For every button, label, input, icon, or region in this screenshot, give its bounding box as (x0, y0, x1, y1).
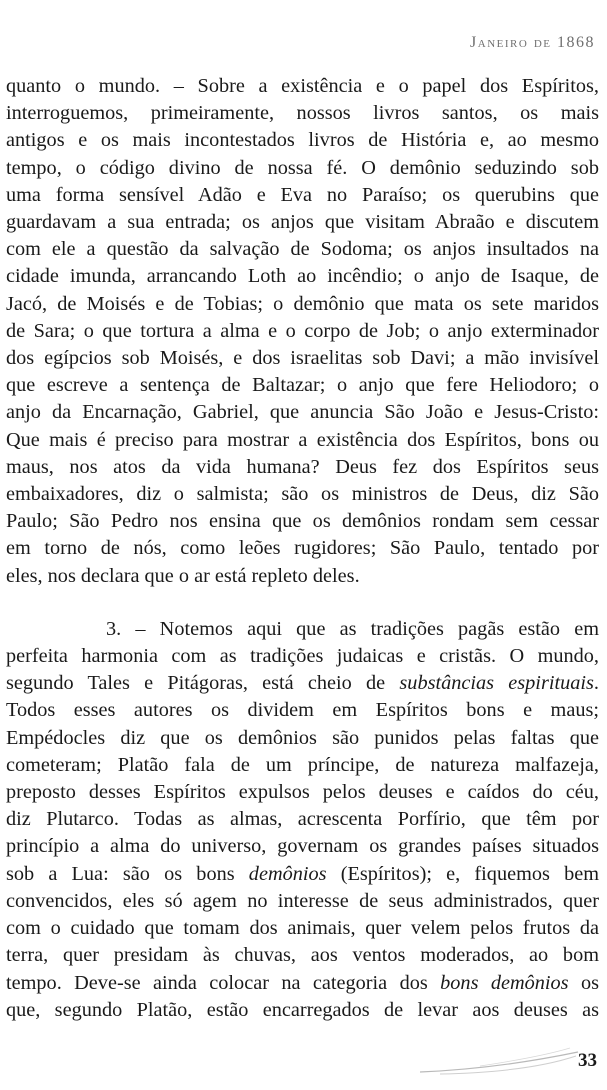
paragraph-line: Empédocles diz que os demônios são punidos pelas faltas que (6, 726, 599, 749)
paragraph-line: em torno de nós, como leões rugidores; São Paulo, tentado por (6, 537, 599, 560)
paragraph-line: princípio a alma do universo, governam os grandes países situados (6, 835, 599, 858)
paragraph-line (6, 861, 599, 888)
paragraph-line: embaixadores, diz o salmista; são os ministros de Deus, diz São (6, 483, 599, 506)
paragraph-line: com ele a questão da salvação de Sodoma; os anjos insultados na (6, 238, 599, 261)
paragraph-line: uma forma sensível Adão e Eva no Paraíso; os querubins que (6, 183, 599, 206)
paragraph-line: Que mais é preciso para mostrar a existência dos Espíritos, bons ou (6, 428, 599, 451)
paragraph-line: 3. – Notemos aqui que as tradições pagãs estão em (106, 617, 599, 640)
paragraph-line: Paulo; São Pedro nos ensina que os demônios rondam sem cessar (6, 510, 599, 533)
emphasis: substâncias espirituais (399, 672, 594, 695)
paragraph-line: preposto desses Espíritos expulsos pelos deuses e caídos do céu, (6, 781, 599, 804)
paragraph-line: Jacó, de Moisés e de Tobias; o demônio que mata os sete maridos (6, 292, 599, 315)
paragraph-line: perfeita harmonia com as tradições judaicas e cristãs. O mundo, (6, 645, 599, 668)
text-run: . (593, 672, 599, 695)
paragraph-line: maus, nos atos da vida humana? Deus fez dos Espíritos seus (6, 455, 599, 478)
paragraph-line: que, segundo Platão, estão encarregados de levar aos deuses as (6, 998, 599, 1021)
text-run: sob a Lua: são os bons (6, 862, 249, 885)
paragraph-line: cidade imunda, arrancando Loth ao incêndio; o anjo de Isaque, de (6, 265, 599, 288)
running-header: Janeiro de 1868 (470, 34, 595, 51)
paragraph-line: cometeram; Platão fala de um príncipe, de natureza malfazeja, (6, 753, 599, 776)
paragraph-line: Todos esses autores os dividem em Espíritos bons e maus; (6, 699, 599, 722)
paragraph-line: interroguemos, primeiramente, nossos livros santos, os mais (6, 102, 599, 125)
paragraph-2 (6, 616, 599, 1024)
paragraph-line: eles, nos declara que o ar está repleto deles. (6, 564, 360, 587)
paragraph-line: anjo da Encarnação, Gabriel, que anuncia São João e Jesus-Cristo: (6, 401, 599, 424)
paragraph-line: dos egípcios sob Moisés, e dos israelitas sob Davi; a mão invisível (6, 347, 599, 370)
page-number: 33 (578, 1050, 597, 1071)
text-run: segundo Tales e Pitágoras, está cheio de (6, 672, 400, 695)
paragraph-line (6, 970, 599, 997)
emphasis: bons demônios (440, 971, 569, 994)
paragraph-line: de Sara; o que tortura a alma e o corpo de Job; o anjo exterminador (6, 319, 599, 342)
paragraph-line: com o cuidado que tomam dos animais, quer velem pelos frutos da (6, 917, 599, 940)
paragraph-line: quanto o mundo. – Sobre a existência e o papel dos Espíritos, (6, 75, 599, 97)
emphasis: demônios (248, 862, 327, 885)
paragraph-line: diz Plutarco. Todas as almas, acrescenta Porfírio, que têm por (6, 808, 599, 831)
paragraph-line (6, 670, 599, 697)
text-run: (Espíritos); e, fiquemos bem (326, 862, 599, 885)
page-body (6, 73, 599, 1024)
paragraph-line: convencidos, eles só agem no interesse de seus administrados, quer (6, 889, 599, 912)
paragraph-line: tempo, o código divino de nossa fé. O demônio seduzindo sob (6, 156, 599, 179)
paragraph-line: terra, quer presidam às chuvas, aos ventos moderados, ao bom (6, 944, 599, 967)
text-run: os (568, 971, 600, 994)
paragraph-line: antigos e os mais incontestados livros de História e, ao mesmo (6, 129, 599, 152)
text-run: tempo. Deve-se ainda colocar na categoria dos (6, 971, 441, 994)
paragraph-line: que escreve a sentença de Baltazar; o anjo que fere Heliodoro; o (6, 374, 599, 397)
footer-ornament (420, 1046, 580, 1076)
paragraph-line: guardavam a sua entrada; os anjos que visitam Abraão e discutem (6, 211, 599, 234)
paragraph-1 (6, 73, 599, 590)
